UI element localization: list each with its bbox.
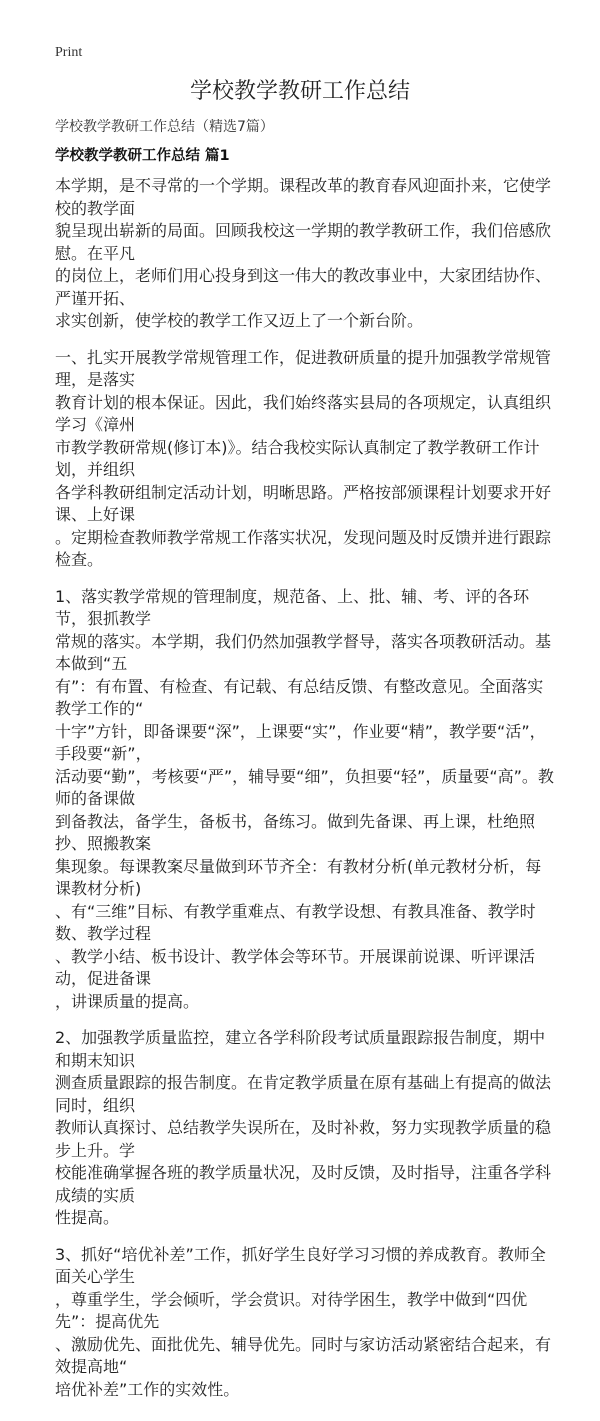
paragraph-line: 一、扎实开展教学常规管理工作，促进教研质量的提升加强教学常规管理，是落实: [55, 347, 552, 389]
paragraph-line: 有”：有布置、有检查、有记载、有总结反馈、有整改意见。全面落实教学工作的“: [55, 676, 544, 718]
print-label: Print: [55, 45, 83, 60]
paragraph-line: 到备教法，备学生，备板书，备练习。做到先备课、再上课，杜绝照抄、照搬教案: [55, 811, 536, 853]
paragraph-line: ，讲课质量的提高。: [55, 991, 200, 1011]
document-subtitle: 学校教学教研工作总结（精选7篇）: [55, 119, 274, 135]
paragraph-line: 。定期检查教师教学常规工作落实状况，发现问题及时反馈并进行跟踪检查。: [55, 527, 552, 569]
paragraph-line: 2、加强教学质量监控，建立各学科阶段考试质量跟踪报告制度，期中和期末知识: [55, 1028, 546, 1070]
paragraph-line: 1、落实教学常规的管理制度，规范备、上、批、辅、考、评的各环节，狠抓教学: [55, 586, 530, 628]
paragraph-line: 常规的落实。本学期，我们仍然加强教学督导，落实各项教研活动。基本做到“五: [55, 631, 552, 673]
paragraph-line: 、激励优先、面批优先、辅导优先。同时与家访活动紧密结合起来，有效提高地“: [55, 1334, 552, 1376]
paragraph-line: 本学期，是不寻常的一个学期。课程改革的教育春风迎面扑来，它使学校的教学面: [55, 176, 552, 218]
paragraph-line: 、有“三维”目标、有教学重难点、有教学设想、有教具准备、教学时数、教学过程: [55, 901, 536, 943]
paragraph-line: 各学科教研组制定活动计划，明晰思路。严格按部颁课程计划要求开好课、上好课: [55, 482, 552, 524]
paragraph-5: [55, 1244, 555, 1402]
paragraph-line: 培优补差”工作的实效性。: [55, 1379, 240, 1399]
section-heading: 学校教学教研工作总结 篇1: [55, 148, 230, 164]
paragraph-line: 求实创新，使学校的教学工作又迈上了一个新台阶。: [55, 311, 424, 330]
paragraph-line: 3、抓好“培优补差”工作，抓好学生良好学习习惯的养成教育。教师全面关心学生: [55, 1244, 546, 1286]
paragraph-line: 貌呈现出崭新的局面。回顾我校这一学期的教学教研工作，我们倍感欣慰。在平凡: [55, 221, 552, 263]
paragraph-line: 市教学教研常规(修订本)》。结合我校实际认真制定了教学教研工作计划，并组织: [55, 437, 540, 479]
paragraph-line: 性提高。: [55, 1208, 120, 1227]
paragraph-line: 测查质量跟踪的报告制度。在肯定教学质量在原有基础上有提高的做法同时，组织: [55, 1073, 552, 1115]
paragraph-line: 教师认真探讨、总结教学失误所在，及时补救，努力实现教学质量的稳步上升。学: [55, 1118, 552, 1160]
paragraph-line: 的岗位上，老师们用心投身到这一伟大的教改事业中，大家团结协作、严谨开拓、: [55, 266, 552, 308]
paragraph-line: 十字”方针，即备课要“深”，上课要“实”，作业要“精”，教学要“活”，手段要“新”，: [55, 721, 546, 763]
paragraph-3: [55, 586, 555, 1014]
paragraph-line: 活动要“勤”，考核要“严”，辅导要“细”，负担要“轻”，质量要“高”。教师的备课做: [55, 766, 554, 808]
paragraph-line: ，尊重学生，学会倾听，学会赏识。对待学困生，教学中做到“四优先”：提高优先: [55, 1289, 528, 1331]
paragraph-1: [55, 175, 555, 333]
paragraph-line: 集现象。每课教案尽量做到环节齐全：有教材分析(单元教材分析，每课教材分析): [55, 856, 542, 898]
paragraph-line: 、教学小结、板书设计、教学体会等环节。开展课前说课、听评课活动，促进备课: [55, 946, 536, 988]
paragraph-line: 教育计划的根本保证。因此，我们始终落实县局的各项规定，认真组织学习《漳州: [55, 392, 552, 434]
document-title: 学校教学教研工作总结: [189, 79, 410, 104]
paragraph-4: [55, 1027, 555, 1230]
paragraph-2: [55, 347, 555, 572]
paragraph-line: 校能准确掌握各班的教学质量状况，及时反馈，及时指导，注重各学科成绩的实质: [55, 1163, 552, 1205]
